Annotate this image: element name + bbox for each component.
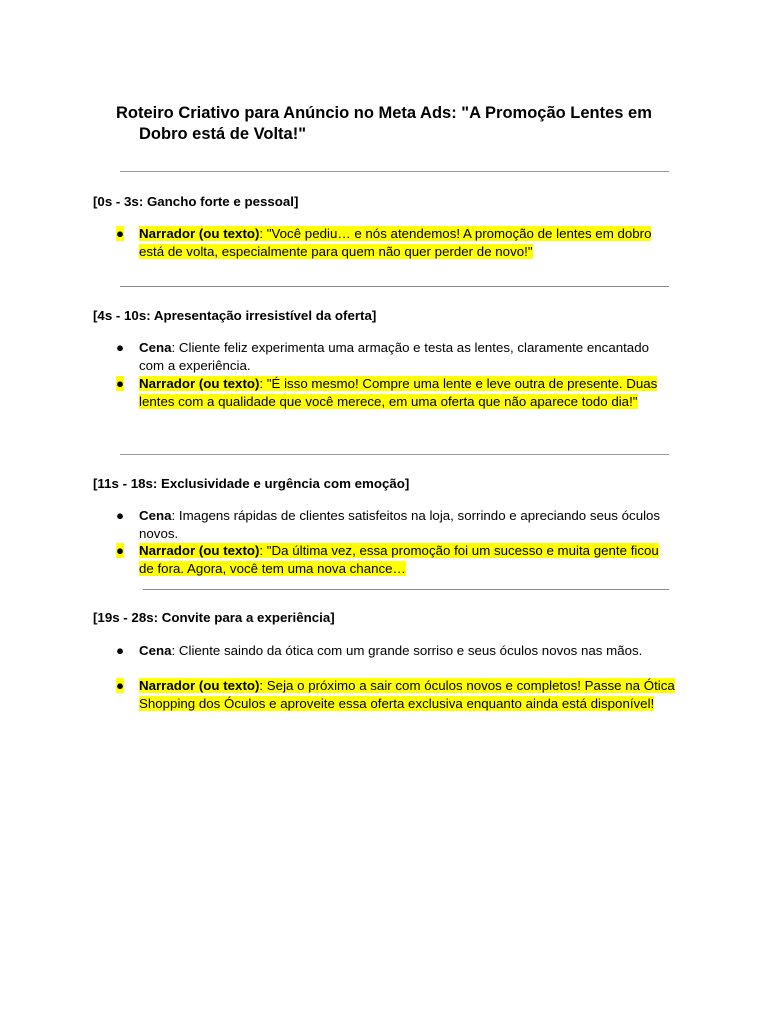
item-label: Narrador (ou texto) — [139, 678, 260, 693]
item-text: : Cliente feliz experimenta uma armação e testa as lentes, claramente encantado com a experiência. — [139, 340, 649, 373]
bullet-icon: ● — [116, 543, 125, 558]
title-line-2: Dobro está de Volta!" — [139, 125, 307, 143]
section-heading-1: [0s - 3s: Gancho forte e pessoal] — [93, 194, 299, 209]
bullet-icon: ● — [116, 340, 125, 355]
list-item — [116, 642, 676, 660]
item-label: Narrador (ou texto) — [139, 543, 260, 558]
list-item — [116, 375, 676, 410]
divider-1 — [120, 171, 669, 172]
item-label: Narrador (ou texto) — [139, 376, 260, 391]
bullet-icon: ● — [116, 678, 125, 693]
item-text: : "Você pediu… e nós atendemos! A promoção de lentes em dobro está de volta, especialmente para quem não quer perder de novo!" — [139, 226, 652, 259]
item-label: Cena — [139, 340, 172, 355]
item-text: : "É isso mesmo! Compre uma lente e leve outra de presente. Duas lentes com a qualidade que você merece, em uma oferta que não aparece todo dia!" — [139, 376, 658, 409]
item-text: : Cliente saindo da ótica com um grande sorriso e seus óculos novos nas mãos. — [171, 643, 643, 658]
list-item — [116, 507, 676, 542]
list-item — [116, 339, 676, 374]
item-label: Cena — [139, 508, 172, 523]
divider-3 — [120, 454, 669, 455]
title-line-1: Roteiro Criativo para Anúncio no Meta Ads: "A Promoção Lentes em — [116, 104, 652, 122]
list-item — [116, 542, 676, 577]
section-heading-2: [4s - 10s: Apresentação irresistível da oferta] — [93, 308, 377, 323]
item-label: Narrador (ou texto) — [139, 226, 260, 241]
bullet-icon: ● — [116, 508, 125, 523]
section-heading-4: [19s - 28s: Convite para a experiência] — [93, 610, 335, 625]
list-item — [116, 225, 676, 260]
bullet-icon: ● — [116, 226, 125, 241]
document-title — [116, 103, 676, 145]
bullet-icon: ● — [116, 643, 125, 658]
bullet-icon: ● — [116, 376, 125, 391]
item-text: : Imagens rápidas de clientes satisfeitos na loja, sorrindo e apreciando seus óculos novos. — [139, 508, 661, 541]
divider-4 — [143, 589, 669, 590]
section-heading-3: [11s - 18s: Exclusividade e urgência com emoção] — [93, 476, 410, 491]
item-text: : "Da última vez, essa promoção foi um sucesso e muita gente ficou de fora. Agora, você tem uma nova chance… — [139, 543, 659, 576]
divider-2 — [120, 286, 669, 287]
list-item — [116, 677, 676, 712]
item-text: : Seja o próximo a sair com óculos novos e completos! Passe na Ótica Shopping dos Óculos e aproveite essa oferta exclusiva enquanto ainda está disponível! — [139, 678, 675, 711]
item-label: Cena — [139, 643, 172, 658]
